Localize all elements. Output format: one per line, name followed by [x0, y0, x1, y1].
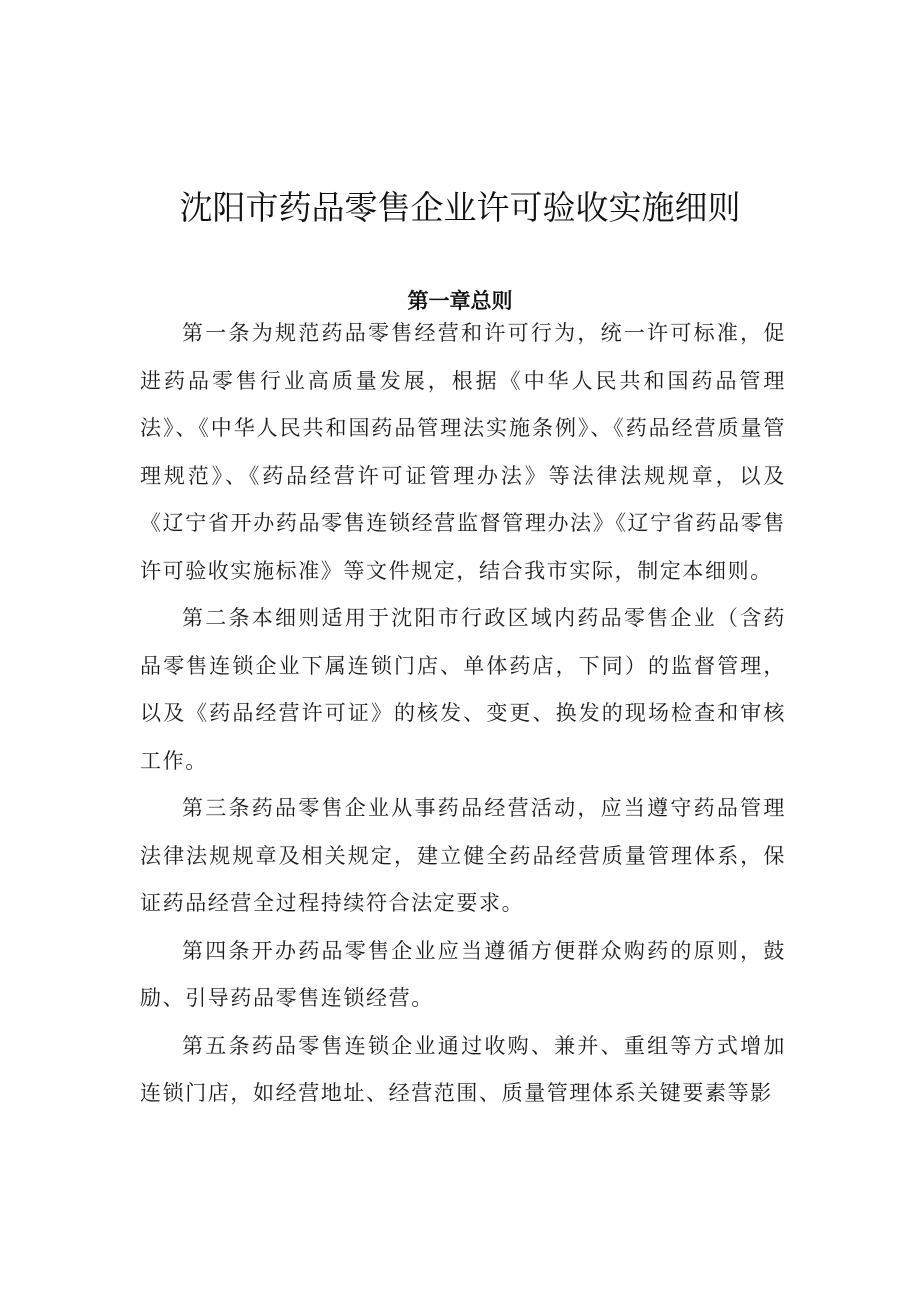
article-paragraph: 第一条为规范药品零售经营和许可行为，统一许可标准，促进药品零售行业高质量发展，根据《中华人民共和国药品管理法》、《中华人民共和国药品管理法实施条例》、《药品经营质量管理规范》、《药品经营许可证管理办法》等法律法规规章，以及《辽宁省开办药品零售连锁经营监督管理办法》《辽宁省药品零售许可验收实施标准》等文件规定，结合我市实际，制定本细则。 [140, 321, 786, 583]
chapter-heading: 第一章总则 [407, 289, 513, 314]
article-paragraph: 第四条开办药品零售企业应当遵循方便群众购药的原则，鼓励、引导药品零售连锁经营。 [140, 938, 786, 1010]
document-title: 沈阳市药品零售企业许可验收实施细则 [179, 188, 741, 228]
article-paragraph: 第三条药品零售企业从事药品经营活动，应当遵守药品管理法律法规规章及相关规定，建立健全药品经营质量管理体系，保证药品经营全过程持续符合法定要求。 [140, 796, 786, 915]
document-body [140, 310, 786, 1118]
article-paragraph: 第五条药品零售连锁企业通过收购、兼并、重组等方式增加连锁门店，如经营地址、经营范围、质量管理体系关键要素等影 [140, 1033, 786, 1105]
article-paragraph: 第二条本细则适用于沈阳市行政区域内药品零售企业（含药品零售连锁企业下属连锁门店、单体药店，下同）的监督管理，以及《药品经营许可证》的核发、变更、换发的现场检查和审核工作。 [140, 606, 786, 773]
